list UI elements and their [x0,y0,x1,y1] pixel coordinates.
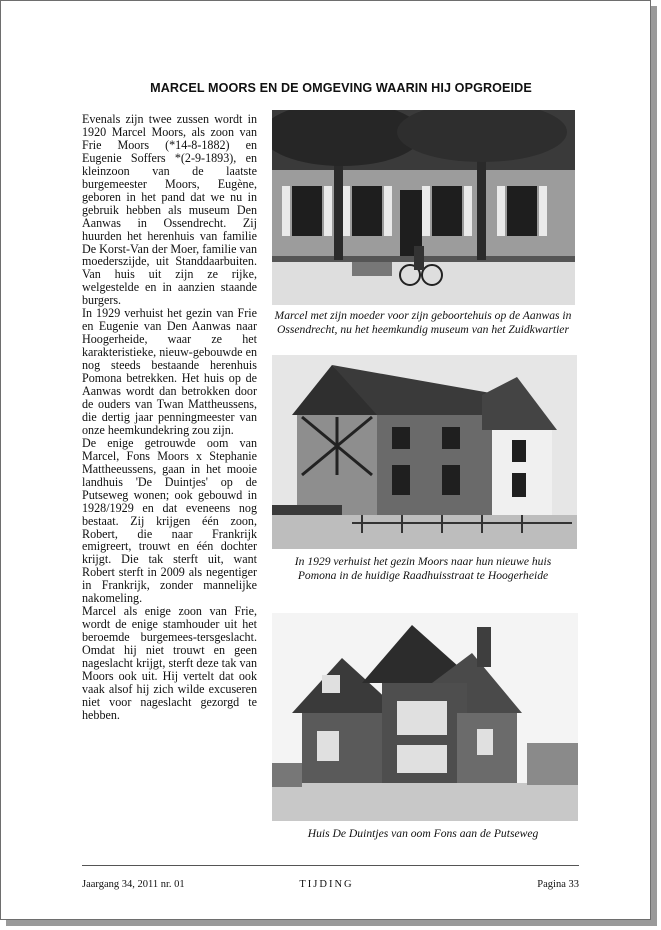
caption-line: Ossendrecht, nu het heemkundig museum van het Zuidkwartier [277,323,569,336]
photo-birth-house [272,110,575,305]
body-paragraph: Marcel als enige zoon van Frie, wordt de enige stamhouder uit het beroemde burgemees-tersgeslacht. Omdat hij niet trouwt en geen nageslacht krijgt, sterft deze tak van Moors ook uit. Hij vertelt dat ook vaak alsof hij zich wilde excuseren niet voor nageslacht gezorgd te hebben. [82,604,257,722]
caption-line: In 1929 verhuist het gezin Moors naar hun nieuwe huis [294,555,552,568]
photo-pomona-house [272,355,577,549]
caption-photo-de-duintjes-house [263,827,583,841]
caption-line: Marcel met zijn moeder voor zijn geboortehuis op de Aanwas in [274,309,572,322]
caption-photo-pomona-house [263,555,583,583]
footer-page-number: Pagina 33 [537,879,579,890]
photo-de-duintjes-house [272,613,578,821]
caption-photo-birth-house [263,309,583,337]
caption-line: Huis De Duintjes van oom Fons aan de Putseweg [307,827,539,840]
article-title: MARCEL MOORS EN DE OMGEVING WAARIN HIJ OPGROEIDE [150,81,532,95]
body-paragraph: De enige getrouwde oom van Marcel, Fons Moors x Stephanie Mattheeussens, gaan in het mooie landhuis 'De Duintjes' op de Putseweg wonen; ook gebouwd in 1928/1929 en dat eveneens nog bestaat. Zij krijgen één zoon, Robert, die naar Frankrijk emigreert, trouwt en één dochter krijgt. Die tak sterft uit, want Robert sterft in 2009 als negentiger in Frankrijk, zonder mannelijke nakomeling. [82,435,257,606]
body-paragraph: In 1929 verhuist het gezin van Frie en Eugenie van Den Aanwas naar Hoogerheide, waar ze het karakteristieke, nieuw-gebouwde en nog steeds bestaande herenhuis Pomona betrekken. Het huis op de Aanwas wordt dan betrokken door de ouders van Twan Mattheussens, die dertig jaar penningmeester van onze heemkundekring zou zijn. [82,306,257,437]
footer-divider [82,865,579,866]
caption-line: Pomona in de huidige Raadhuisstraat te Hoogerheide [297,569,549,582]
footer-issue: Jaargang 34, 2011 nr. 01 [82,879,185,890]
body-paragraph: Evenals zijn twee zussen wordt in 1920 Marcel Moors, als zoon van Frie Moors (*14-8-1882) en Eugenie Soffers *(2-9-1893), en kleinzoon van de laatste burgemeester Moors, Eugène, geboren in het pand dat we nu in gebruik hebben als museum Den Aanwas in Ossendrecht. Zij huurden het herenhuis van familie De Korst-Van der Moer, familie van moederszijde, uit Standdaarbuiten. Van huis uit zijn ze rijke, welgestelde en in aanzien staande burgers. [82,112,257,308]
article-body [82,113,257,722]
footer-publication: TIJDING [299,879,354,890]
